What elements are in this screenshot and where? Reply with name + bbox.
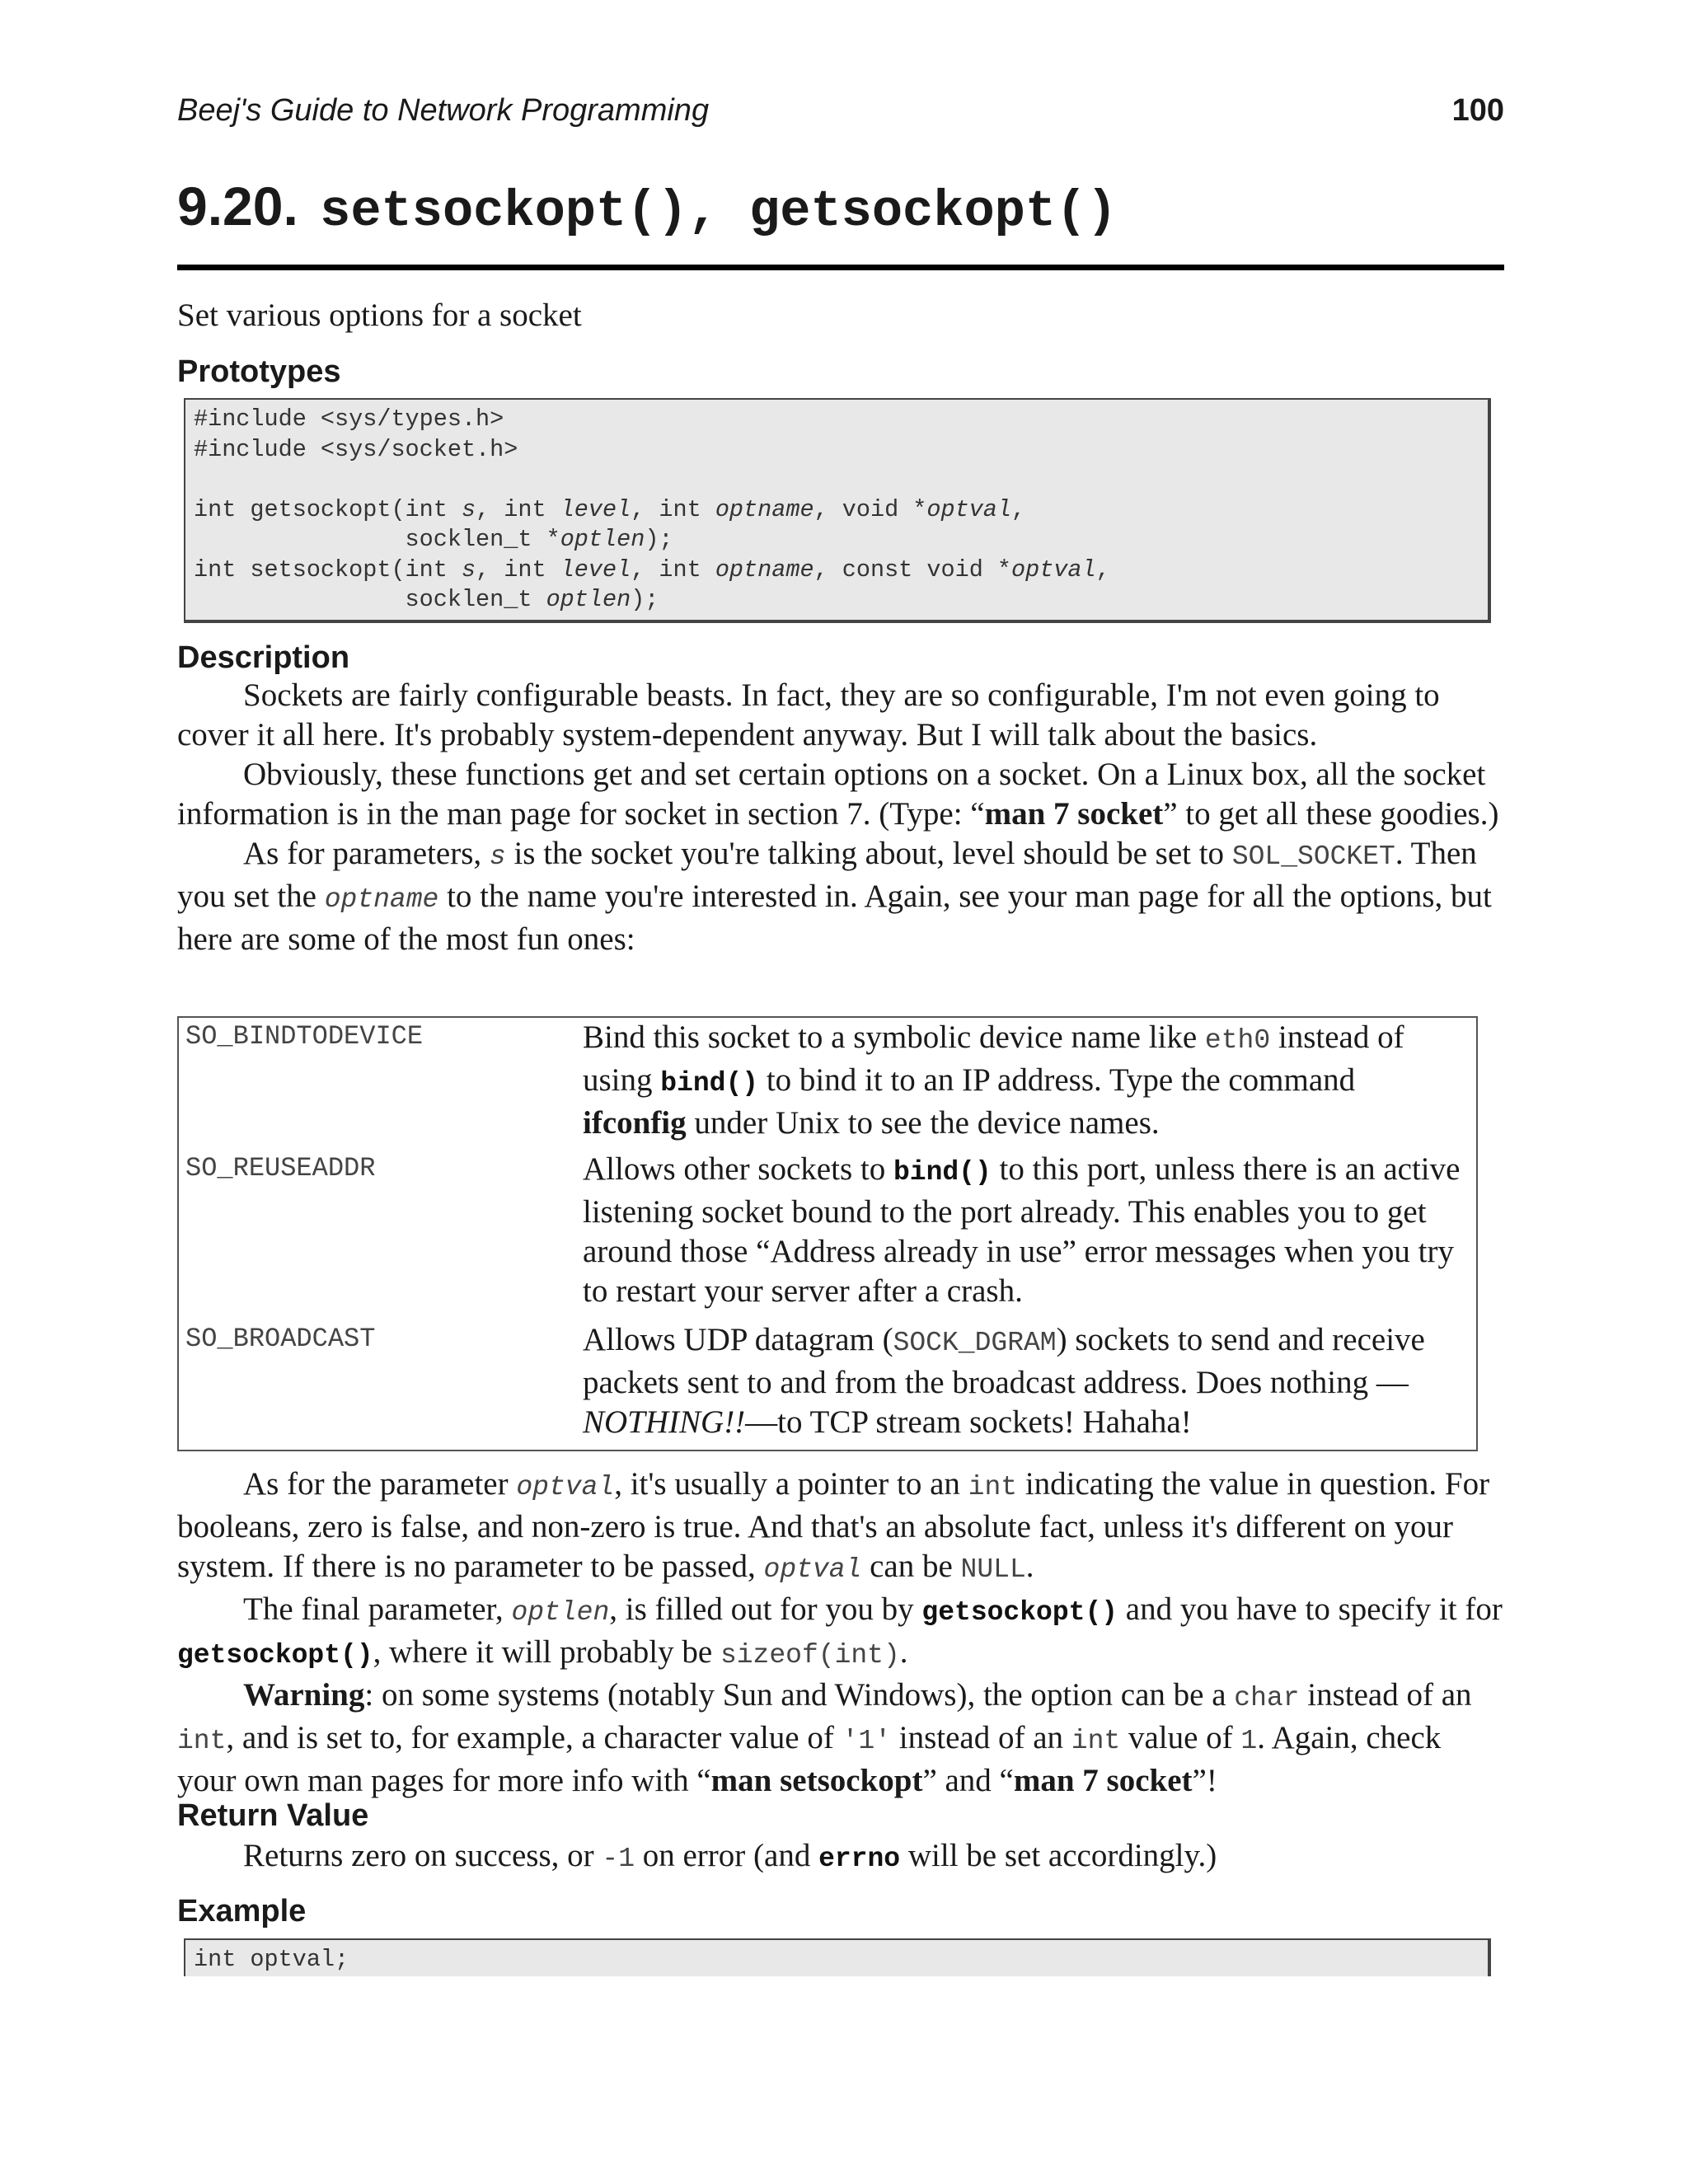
section-number: 9.20. <box>177 176 298 237</box>
description-paragraph-1: Sockets are fairly configurable beasts. In fact, they are so configurable, I'm not even going to cover it all here. It's probably system-dependent anyway. But I will talk about the basics. <box>177 677 1440 752</box>
heading-return-value: Return Value <box>177 1798 369 1833</box>
option-name: SO_REUSEADDR <box>185 1153 376 1183</box>
optlen-paragraph: The final parameter, optlen, is filled out for you by getsockopt() and you have to specify it for getsockopt(), where it will probably be sizeof(int). <box>177 1591 1503 1671</box>
section-functions: setsockopt(), getsockopt() <box>320 182 1118 241</box>
heading-description: Description <box>177 640 350 675</box>
description-paragraph-3: As for parameters, s is the socket you're talking about, level should be set to SOL_SOCKET. Then you set the optname to the name you're interested in. Again, see your man page for all the options, but here are some of the most fun ones: <box>177 836 1492 957</box>
page-number: 100 <box>1451 93 1504 128</box>
prototypes-code: #include <sys/types.h> #include <sys/socket.h> int getsockopt(int s, int level, int optname, void *optval, socklen_t *optlen); int setsockopt(int s, int level, int optname, const void *optval, socklen_t optlen); <box>194 405 1110 613</box>
example-code: int optval; <box>194 1946 349 1973</box>
prototypes-code-block <box>184 398 1491 623</box>
example-code-block <box>184 1938 1491 1976</box>
optval-paragraph: As for the parameter optval, it's usually a pointer to an int indicating the value in question. For booleans, zero is false, and non-zero is true. And that's an absolute fact, unless it's different on your system. If there is no parameter to be passed, optval can be NULL. <box>177 1466 1490 1585</box>
option-name: SO_BINDTODEVICE <box>185 1021 424 1052</box>
heading-prototypes: Prototypes <box>177 354 341 389</box>
socket-options-table <box>177 1016 1478 1451</box>
running-header <box>177 93 1504 134</box>
book-title: Beej's Guide to Network Programming <box>177 93 710 128</box>
description-text <box>177 676 1504 959</box>
option-description: Allows UDP datagram (SOCK_DGRAM) sockets to send and receive packets sent to and from the broadcast address. Does nothing —NOTHING!!—to TCP stream sockets! Hahaha! <box>583 1322 1425 1440</box>
description-paragraph-2: Obviously, these functions get and set certain options on a socket. On a Linux box, all the socket information is in the man page for socket in section 7. (Type: “man 7 socket” to get all these goodies.) <box>177 757 1499 832</box>
warning-paragraph: Warning: on some systems (notably Sun and Windows), the option can be a char instead of an int, and is set to, for example, a character value of '1' instead of an int value of 1. Again, check your own man pages for more info with “man setsockopt” and “man 7 socket”! <box>177 1677 1472 1798</box>
heading-example: Example <box>177 1894 307 1929</box>
return-value-text: Returns zero on success, or -1 on error (and errno will be set accordingly.) <box>243 1838 1217 1874</box>
option-description: Allows other sockets to bind() to this port, unless there is an active listening socket bound to the port already. This enables you to get around those “Address already in use” error messages when you try to restart your server after a crash. <box>583 1151 1461 1309</box>
section-title <box>177 175 1118 241</box>
option-description: Bind this socket to a symbolic device name like eth0 instead of using bind() to bind it to an IP address. Type the command ifconfig under Unix to see the device names. <box>583 1019 1404 1141</box>
parameter-text <box>177 1465 1504 1801</box>
option-name: SO_BROADCAST <box>185 1324 376 1354</box>
title-rule <box>177 265 1504 270</box>
section-summary: Set various options for a socket <box>177 298 582 333</box>
